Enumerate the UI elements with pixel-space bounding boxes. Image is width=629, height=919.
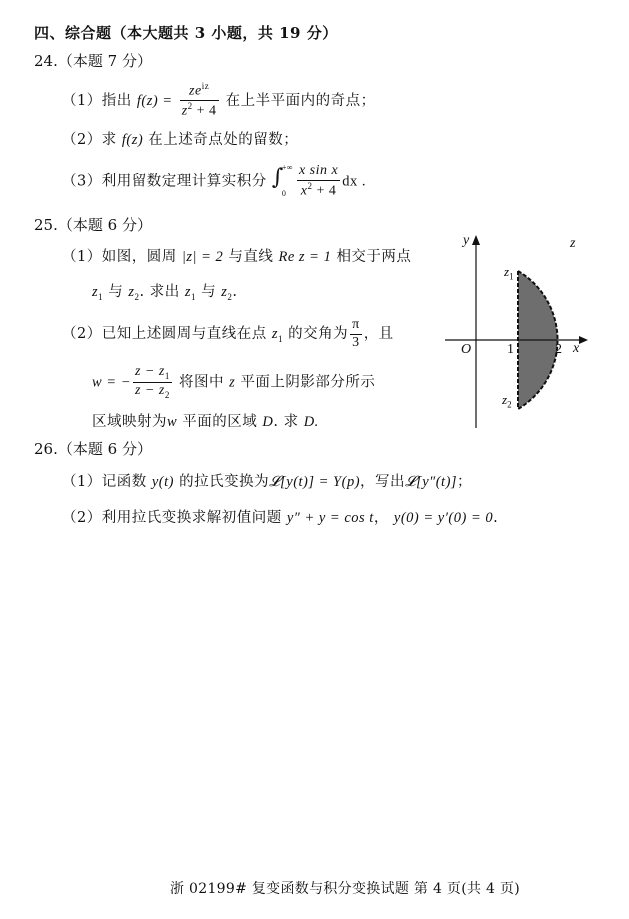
numerator: π: [350, 318, 362, 335]
math-var: z: [221, 284, 228, 300]
part-text: 将图中: [178, 374, 224, 391]
part-text: 的拉氏变换为: [179, 474, 270, 490]
z1-var: z: [504, 264, 510, 279]
x-axis-label: x: [573, 341, 580, 356]
math-expression: 𝓛[y″(t)]: [405, 474, 458, 490]
subscript: 1: [191, 291, 197, 302]
x-arrow-icon: [579, 336, 588, 344]
tick-2-label: 2: [555, 342, 562, 357]
exponent: 2: [187, 101, 193, 112]
part-text: 平面的区域: [182, 414, 258, 430]
fraction: [180, 82, 219, 120]
math-var: z: [92, 284, 99, 300]
numerator: ze: [189, 83, 202, 99]
part-text: ，且: [363, 326, 394, 343]
part-text: 求: [101, 132, 117, 148]
plane-label: z: [570, 236, 576, 251]
section-title: 四、综合题（本大题共 3 小题，共 19 分）: [34, 24, 338, 42]
math-expression: w = −: [92, 374, 131, 391]
subscript: 2: [227, 291, 233, 302]
math-var: z: [184, 284, 192, 300]
math-expression: y″ + y = cos t: [286, 510, 374, 526]
math-var: z: [271, 326, 278, 343]
denominator: x: [300, 183, 308, 199]
diagram-svg: [445, 228, 595, 428]
fraction: [133, 365, 172, 400]
page-footer: 浙 02199# 复变函数与积分变换试题 第 4 页(共 4 页): [170, 881, 521, 897]
differential: dx .: [342, 173, 366, 190]
math-var: w: [167, 414, 178, 430]
part-label: （3）: [62, 173, 102, 190]
subscript: 1: [278, 334, 283, 345]
part-label: （2）: [62, 326, 102, 343]
question-points: （本题 6 分）: [57, 440, 152, 458]
denominator: 3: [352, 334, 360, 350]
question-points: （本题 6 分）: [57, 216, 152, 234]
math-var: D.: [303, 414, 319, 430]
denominator: z − z: [135, 383, 165, 399]
math-var: D: [262, 414, 274, 430]
question-number: 26.: [34, 440, 58, 458]
part-text: 如图，圆周: [101, 249, 177, 265]
math-expression: Re z = 1: [278, 249, 332, 265]
denominator-rest: + 4: [192, 104, 217, 119]
math-var: z: [229, 374, 236, 391]
question-25-header: [34, 214, 152, 235]
subscript: 1: [98, 291, 104, 302]
part-text: 相交于两点: [336, 249, 412, 265]
origin-label: O: [461, 342, 472, 357]
part-text: . 求: [273, 414, 299, 430]
math-var: z: [128, 284, 135, 300]
part-text: ，: [373, 510, 389, 526]
math-expression: f(z): [121, 132, 144, 148]
subscript: 1: [509, 271, 514, 282]
math-expression: f(z) =: [136, 92, 173, 109]
part-text: 利用留数定理计算实积分: [101, 173, 267, 190]
complex-plane-diagram: [445, 228, 595, 428]
part-text: 与: [108, 284, 124, 300]
q25-part-1: [62, 245, 411, 266]
upper-limit: +∞: [281, 162, 294, 172]
part-label: （2）: [62, 132, 102, 148]
math-expression: y(t): [151, 474, 174, 490]
subscript: 2: [134, 291, 140, 302]
math-expression: 𝓛[y(t)] = Y(p): [269, 474, 361, 490]
question-24-header: [34, 50, 152, 71]
q24-part-3: [62, 164, 366, 199]
q25-part-2-line-2: [92, 365, 375, 400]
part-text: 的交角为: [288, 326, 349, 343]
part-label: （2）: [62, 510, 102, 526]
y-axis-label: y: [463, 233, 470, 248]
question-26-header: [34, 438, 152, 459]
part-text: .: [232, 284, 238, 300]
part-text: ，写出: [360, 474, 406, 490]
subscript: 1: [164, 370, 170, 381]
z2-var: z: [502, 392, 508, 407]
q26-part-1: [62, 470, 472, 491]
y-arrow-icon: [472, 235, 480, 245]
part-text: 在上半平面内的奇点；: [225, 92, 376, 109]
q26-part-2: [62, 506, 498, 527]
fraction: [297, 164, 340, 199]
fraction: [350, 318, 362, 350]
exponent: iz: [201, 81, 210, 91]
denominator-rest: + 4: [312, 183, 337, 199]
math-expression: y(0) = y′(0) = 0: [393, 510, 494, 526]
lower-limit: 0: [281, 188, 287, 198]
part-label: （1）: [62, 474, 102, 490]
exponent: 2: [307, 180, 313, 191]
question-number: 24.: [34, 52, 58, 70]
part-label: （1）: [62, 92, 102, 109]
part-label: （1）: [62, 249, 102, 265]
part-text: 已知上述圆周与直线在点: [101, 326, 267, 343]
subscript: 2: [164, 390, 170, 401]
math-expression: |z| = 2: [181, 249, 224, 265]
part-text: . 求出: [139, 284, 180, 300]
q24-part-1: [62, 82, 376, 120]
part-text: 平面上阴影部分所示: [240, 374, 376, 391]
part-text: 与: [201, 284, 217, 300]
denominator: z: [181, 104, 188, 119]
q25-part-2: [62, 318, 394, 350]
numerator: x sin x: [297, 164, 340, 181]
question-points: （本题 7 分）: [57, 52, 152, 70]
subscript: 2: [507, 399, 512, 410]
part-text: 与直线: [228, 249, 274, 265]
q25-part-2-line-3: [92, 410, 319, 431]
part-text: .: [493, 510, 499, 526]
part-text: 利用拉氏变换求解初值问题: [101, 510, 282, 526]
part-text: 记函数: [101, 474, 147, 490]
q25-part-1-line-2: [92, 280, 238, 302]
z1-label: [504, 264, 514, 282]
part-text: ；: [457, 474, 473, 490]
part-text: 在上述奇点处的留数；: [148, 132, 299, 148]
question-number: 25.: [34, 216, 58, 234]
z2-label: [502, 392, 512, 410]
part-text: 指出: [101, 92, 132, 109]
integral-sign: ∫ +∞ 0: [271, 162, 294, 198]
part-text: 区域映射为: [92, 414, 167, 430]
numerator: z − z: [135, 364, 165, 379]
tick-1-label: 1: [507, 342, 514, 357]
q24-part-2: [62, 128, 298, 149]
